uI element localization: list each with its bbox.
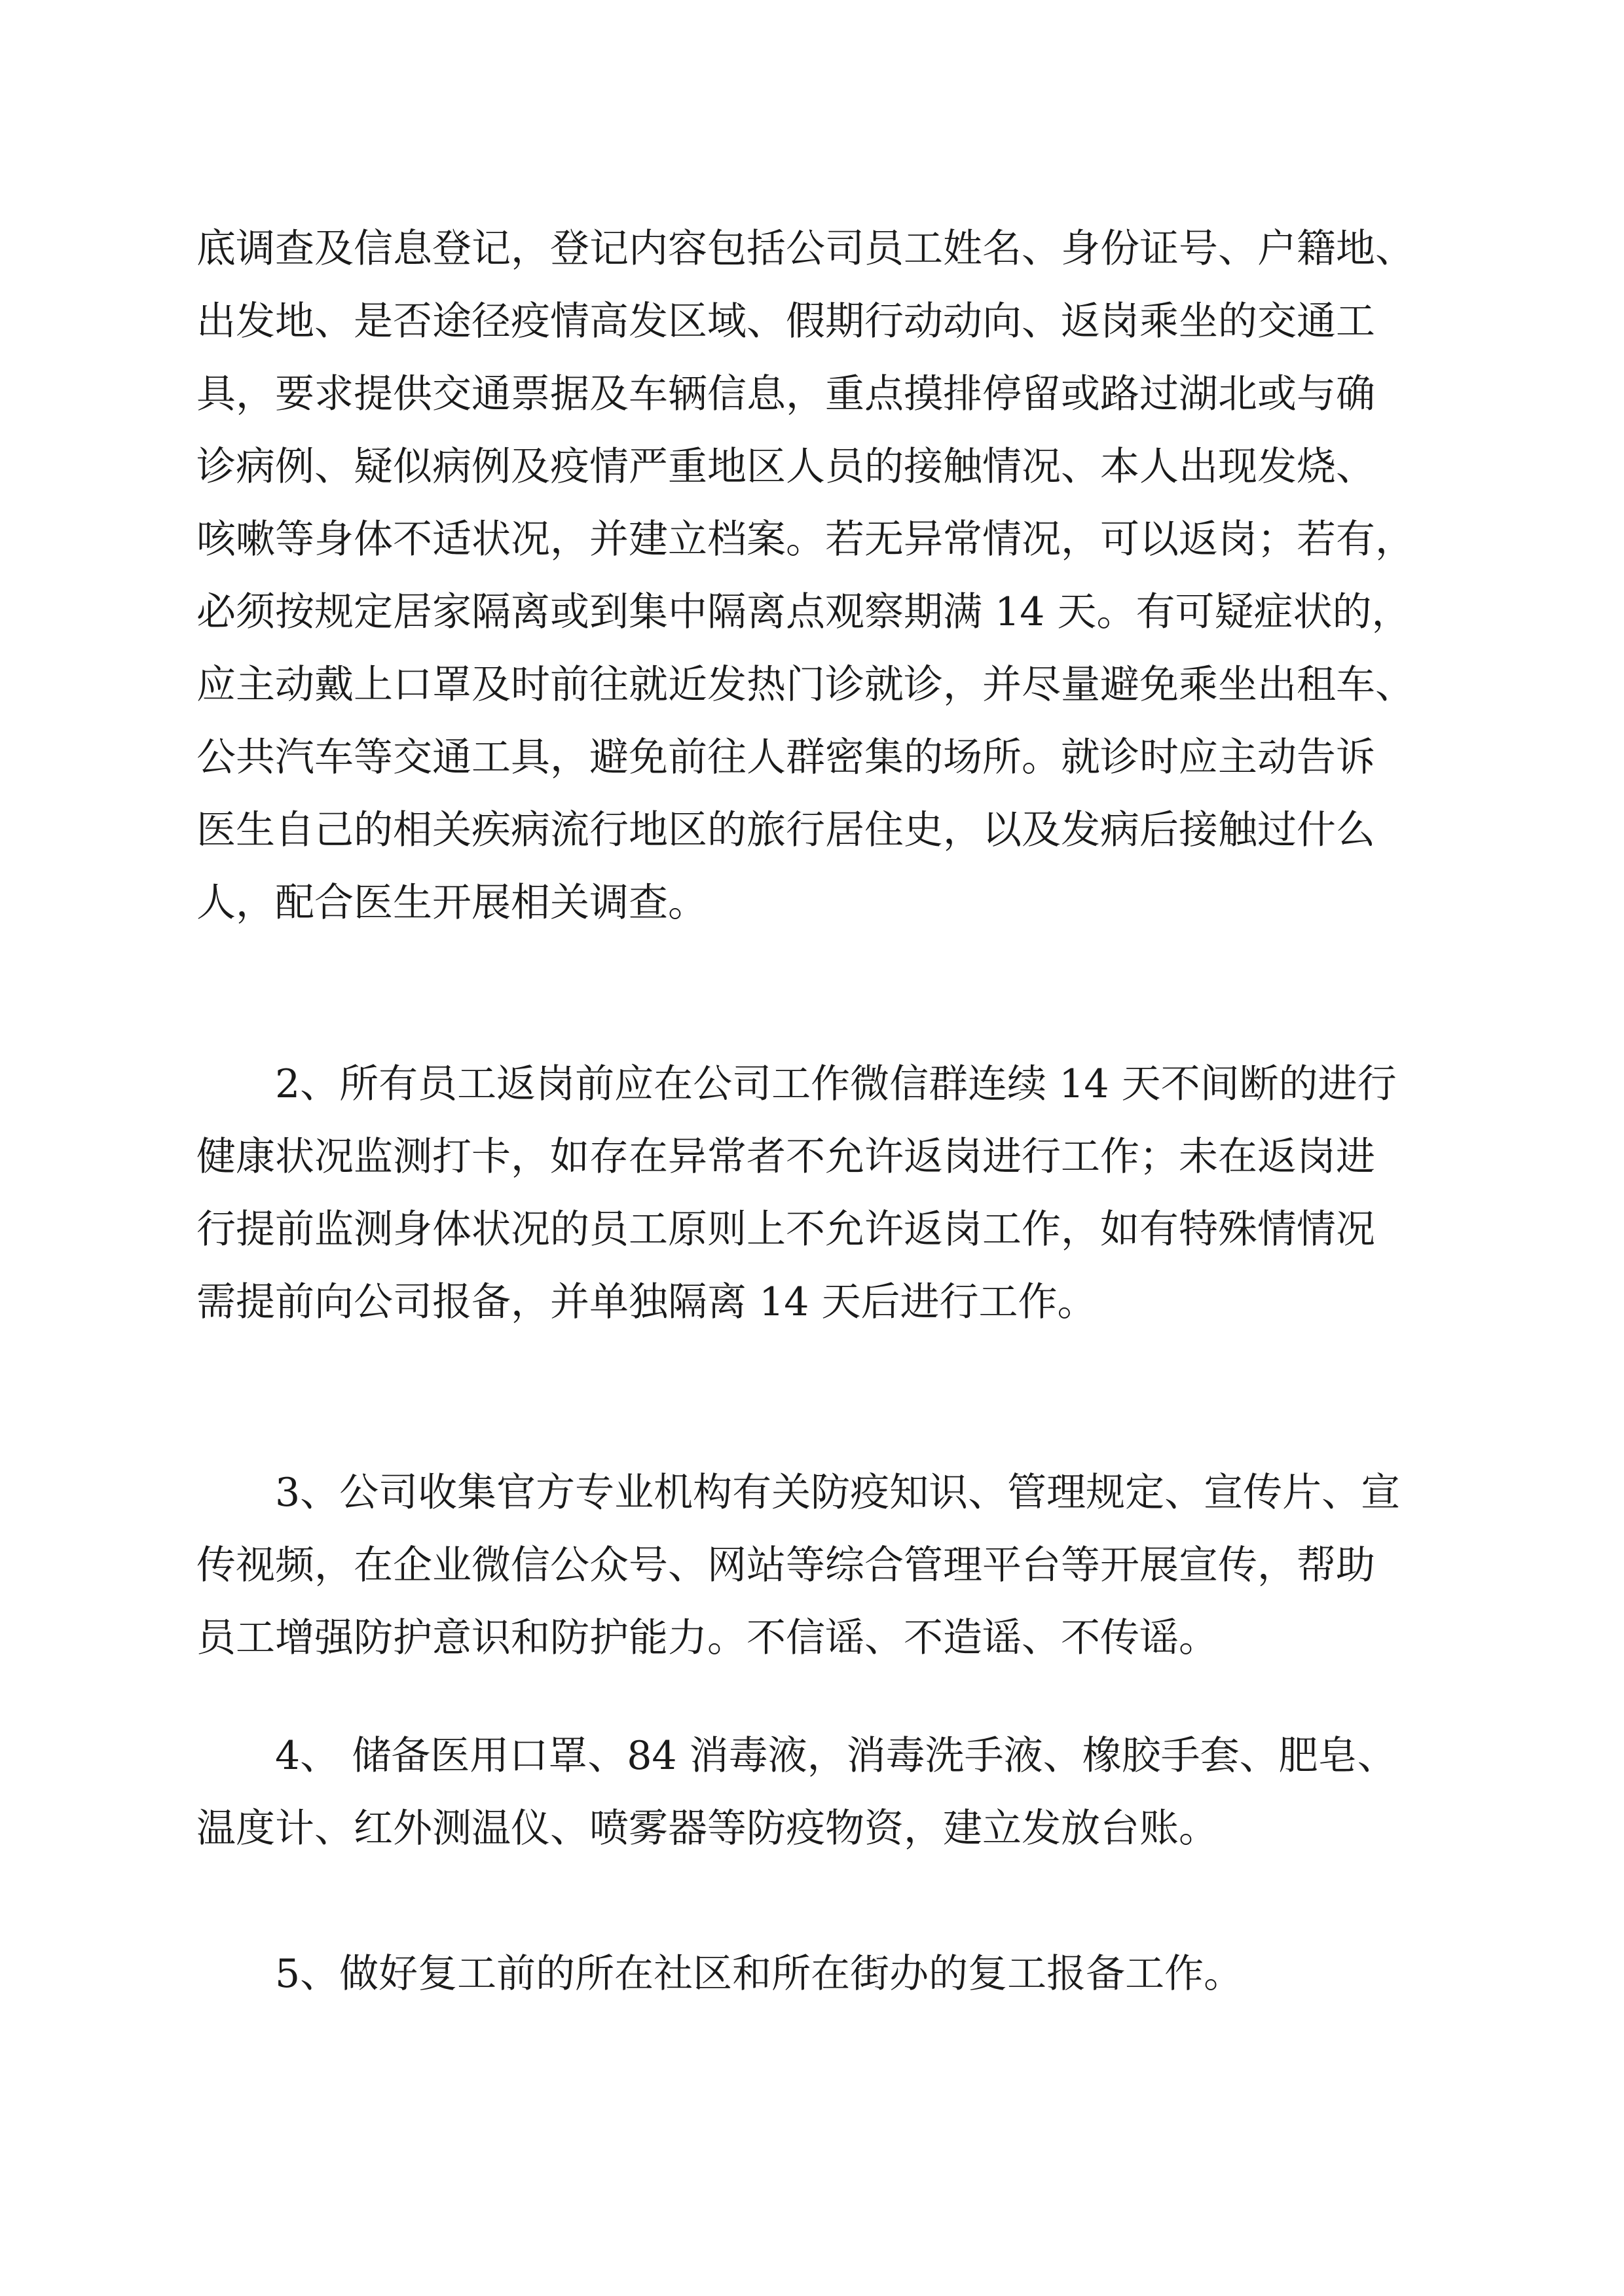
paragraph-line: 2、所有员工返岗前应在公司工作微信群连续 14 天不间断的进行 [275,1061,1397,1107]
paragraph-item-5 [196,1938,1454,2011]
paragraph-line: 需提前向公司报备，并单独隔离 14 天后进行工作。 [196,1279,1097,1325]
paragraph-line: 诊病例、疑似病例及疫情严重地区人员的接触情况、本人出现发烧、 [196,444,1375,490]
paragraph-item-3 [196,1457,1454,1675]
paragraph-line: 5、做好复工前的所在社区和所在街办的复工报备工作。 [275,1951,1244,1997]
paragraph-line: 行提前监测身体状况的员工原则上不允许返岗工作，如有特殊情情况 [196,1207,1375,1252]
paragraph-line: 传视频，在企业微信公众号、网站等综合管理平台等开展宣传，帮助 [196,1542,1375,1588]
paragraph-line: 4、 储备医用口罩、84 消毒液，消毒洗手液、橡胶手套、肥皂、 [275,1733,1397,1779]
paragraph-line: 必须按规定居家隔离或到集中隔离点观察期满 14 天。有可疑症状的， [196,589,1411,635]
paragraph-continuation [196,213,1454,939]
paragraph-line: 底调查及信息登记，登记内容包括公司员工姓名、身份证号、户籍地、 [196,226,1414,272]
paragraph-line: 人，配合医生开展相关调查。 [196,880,707,926]
paragraph-item-2 [196,1048,1454,1339]
paragraph-line: 温度计、红外测温仪、喷雾器等防疫物资，建立发放台账。 [196,1806,1218,1851]
paragraph-line: 员工增强防护意识和防护能力。不信谣、不造谣、不传谣。 [196,1615,1218,1661]
paragraph-line: 3、公司收集官方专业机构有关防疫知识、管理规定、宣传片、宣 [275,1470,1401,1516]
paragraph-line: 咳嗽等身体不适状况，并建立档案。若无异常情况，可以返岗；若有， [196,517,1414,562]
paragraph-line: 健康状况监测打卡，如存在异常者不允许返岗进行工作；未在返岗进 [196,1134,1375,1180]
paragraph-line: 出发地、是否途径疫情高发区域、假期行动动向、返岗乘坐的交通工 [196,299,1375,344]
paragraph-item-4 [196,1720,1454,1865]
paragraph-line: 公共汽车等交通工具，避免前往人群密集的场所。就诊时应主动告诉 [196,735,1375,780]
paragraph-line: 应主动戴上口罩及时前往就近发热门诊就诊，并尽量避免乘坐出租车、 [196,662,1414,708]
paragraph-line: 医生自己的相关疾病流行地区的旅行居住史，以及发病后接触过什么 [196,807,1375,853]
paragraph-line: 具，要求提供交通票据及车辆信息，重点摸排停留或路过湖北或与确 [196,371,1375,417]
